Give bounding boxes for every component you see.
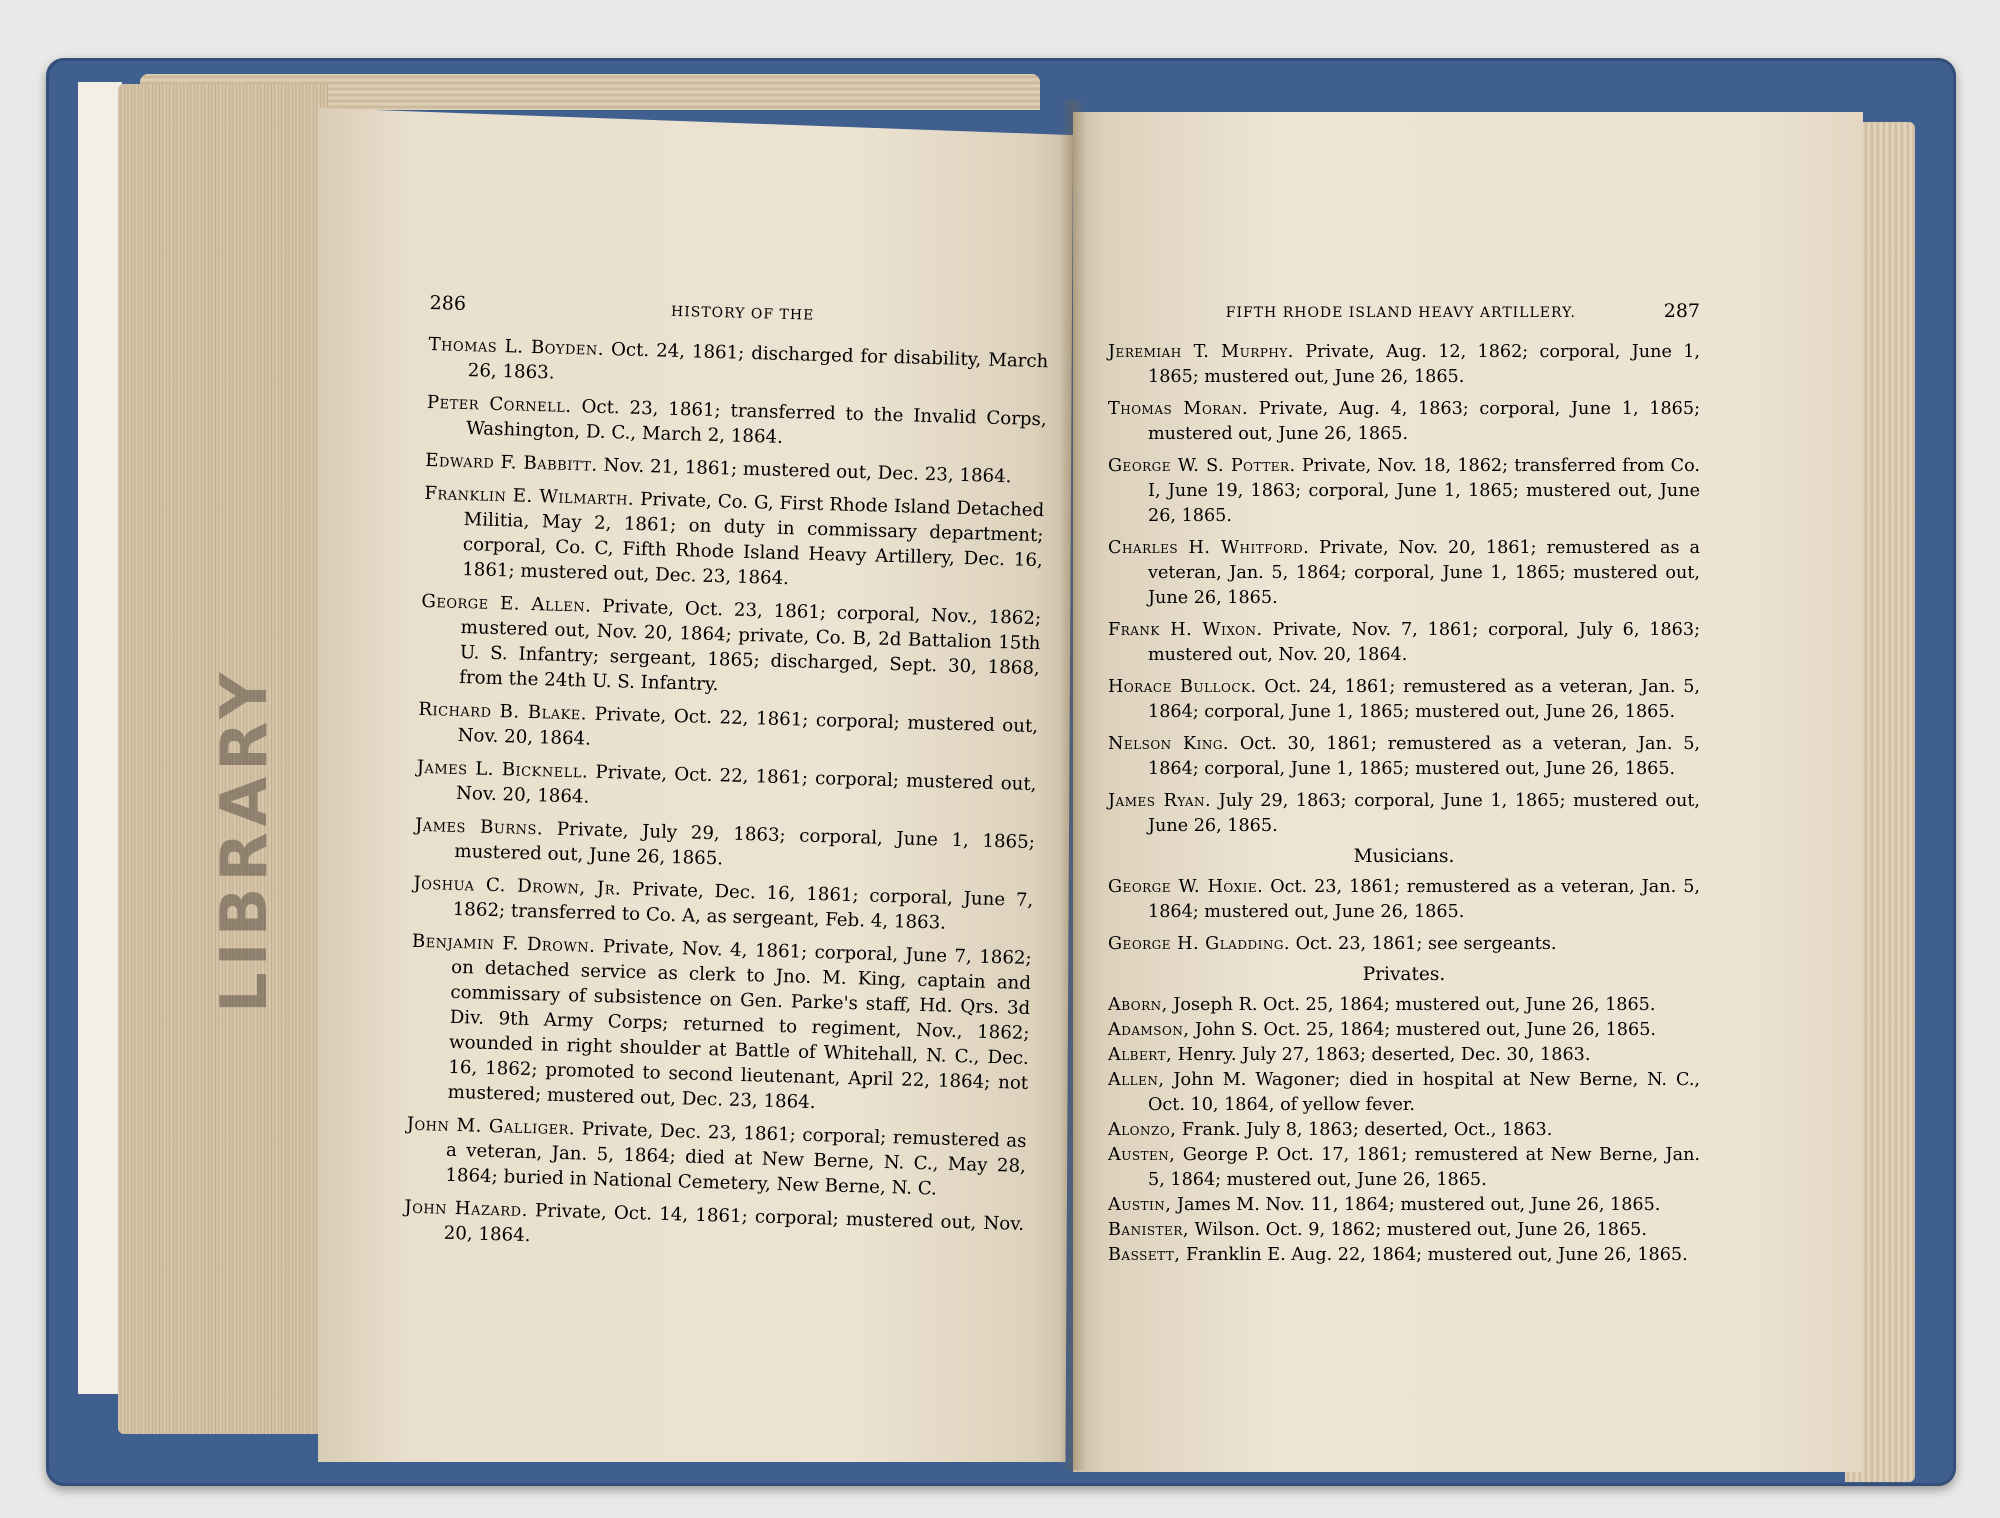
roster-entry: George H. Gladding. Oct. 23, 1861; see sergeants. [1108, 934, 1557, 954]
roster-entry: Richard B. Blake. Private, Oct. 22, 1861; corporal; mustered out, Nov. 20, 1864. [418, 698, 1039, 750]
roster-entry: John Hazard. Private, Oct. 14, 1861; corporal; mustered out, Nov. 20, 1864. [404, 1196, 1025, 1247]
roster-entry: Allen, John M. Wagoner; died in hospital at New Berne, N. C., Oct. 10, 1864, of yellow fever. [1108, 1070, 1701, 1115]
running-head-title: HISTORY OF THE [670, 303, 815, 324]
roster-entry: James L. Bicknell. Private, Oct. 22, 1861; corporal; mustered out, Nov. 20, 1864. [416, 756, 1037, 808]
roster-entry: Franklin E. Wilmarth. Private, Co. G, First Rhode Island Detached Militia, May 2, 1861; on duty in commissary department; corporal, Co. C, Fifth Rhode Island Heavy Artillery, Dec. 16, 1861; mustered out, Dec. 23, 1864. [424, 482, 1045, 590]
roster-entry: Thomas L. Boyden. Oct. 24, 1861; discharged for disability, March 26, 1863. [428, 333, 1049, 384]
roster-entry: Albert, Henry. July 27, 1863; deserted, Dec. 30, 1863. [1108, 1045, 1591, 1065]
right-page-text [1108, 300, 1700, 1268]
left-page-text [403, 292, 1050, 1270]
roster-entry: James Ryan. July 29, 1863; corporal, June 1, 1865; mustered out, June 26, 1865. [1108, 791, 1700, 836]
library-stamp: LIBRARY [208, 666, 282, 1014]
roster-entry: Horace Bullock. Oct. 24, 1861; remustered as a veteran, Jan. 5, 1864; corporal, June 1, 1865; mustered out, June 26, 1865. [1108, 677, 1700, 722]
roster-entry: Benjamin F. Drown. Private, Nov. 4, 1861; corporal, June 7, 1862; on detached service as clerk to Jno. M. King, captain and commissary of subsistence on Gen. Parke's staff, Hd. Qrs. 3d Div. 9th Army Corps; returned to regiment, Nov., 1862; wounded in right shoulder at Battle of Whitehall, N. C., Dec. 16, 1862; promoted to second lieutenant, April 22, 1864; not mustered; mustered out, Dec. 23, 1864. [411, 930, 1032, 1114]
roster-entry: Aborn, Joseph R. Oct. 25, 1864; mustered out, June 26, 1865. [1108, 995, 1656, 1015]
roster-entry: Austen, George P. Oct. 17, 1861; remustered at New Berne, Jan. 5, 1864; mustered out, June 26, 1865. [1108, 1145, 1701, 1190]
roster-entry: Adamson, John S. Oct. 25, 1864; mustered out, June 26, 1865. [1108, 1020, 1656, 1040]
roster-entry: Bassett, Franklin E. Aug. 22, 1864; mustered out, June 26, 1865. [1108, 1245, 1688, 1265]
right-running-head [1108, 300, 1700, 322]
book-gutter [1060, 100, 1086, 1470]
roster-entry: Banister, Wilson. Oct. 9, 1862; mustered out, June 26, 1865. [1108, 1220, 1647, 1240]
roster-entry: Frank H. Wixon. Private, Nov. 7, 1861; corporal, July 6, 1863; mustered out, Nov. 20, 1864. [1108, 620, 1700, 665]
roster-entry: Austin, James M. Nov. 11, 1864; mustered out, June 26, 1865. [1108, 1195, 1661, 1215]
roster-entry: Edward F. Babbitt. Nov. 21, 1861; mustered out, Dec. 23, 1864. [425, 449, 1012, 488]
running-head-title: FIFTH RHODE ISLAND HEAVY ARTILLERY. [1225, 305, 1576, 321]
section-heading-privates: Privates. [1362, 964, 1446, 985]
page-number: 286 [429, 292, 467, 316]
section-heading-musicians: Musicians. [1353, 846, 1455, 867]
roster-entry: Alonzo, Frank. July 8, 1863; deserted, Oct., 1863. [1108, 1120, 1553, 1140]
roster-entry: George W. Hoxie. Oct. 23, 1861; remustered as a veteran, Jan. 5, 1864; mustered out, June 26, 1865. [1108, 877, 1700, 922]
roster-entry: Jeremiah T. Murphy. Private, Aug. 12, 1862; corporal, June 1, 1865; mustered out, June 26, 1865. [1108, 342, 1700, 387]
roster-entry: John M. Galliger. Private, Dec. 23, 1861; corporal; remustered as a veteran, Jan. 5, 1864; died at New Berne, N. C., May 28, 1864; buried in National Cemetery, New Berne, N. C. [406, 1113, 1027, 1200]
roster-entry: George W. S. Potter. Private, Nov. 18, 1862; transferred from Co. I, June 19, 1863; corporal, June 1, 1865; mustered out, June 26, 1865. [1108, 456, 1700, 526]
roster-entry: James Burns. Private, July 29, 1863; corporal, June 1, 1865; mustered out, June 26, 1865. [414, 814, 1036, 870]
roster-entry: Joshua C. Drown, Jr. Private, Dec. 16, 1861; corporal, June 7, 1862; transferred to Co. A, as sergeant, Feb. 4, 1863. [413, 872, 1034, 934]
page-number: 287 [1663, 300, 1700, 322]
flyleaf [78, 82, 122, 1394]
roster-entry: George E. Allen. Private, Oct. 23, 1861; corporal, Nov., 1862; mustered out, Nov. 20, 1864; private, Co. B, 2d Battalion 15th U. S. Infantry; sergeant, 1865; discharged, Sept. 30, 1868, from the 24th U. S. Infantry. [421, 590, 1042, 696]
roster-entry: Nelson King. Oct. 30, 1861; remustered as a veteran, Jan. 5, 1864; corporal, June 1, 1865; mustered out, June 26, 1865. [1108, 734, 1700, 779]
roster-entry: Peter Cornell. Oct. 23, 1861; transferred to the Invalid Corps, Washington, D. C., March 2, 1864. [426, 391, 1047, 448]
roster-entry: Charles H. Whitford. Private, Nov. 20, 1861; remustered as a veteran, Jan. 5, 1864; corporal, June 1, 1865; mustered out, June 26, 1865. [1108, 538, 1700, 608]
roster-entry: Thomas Moran. Private, Aug. 4, 1863; corporal, June 1, 1865; mustered out, June 26, 1865. [1108, 399, 1700, 444]
